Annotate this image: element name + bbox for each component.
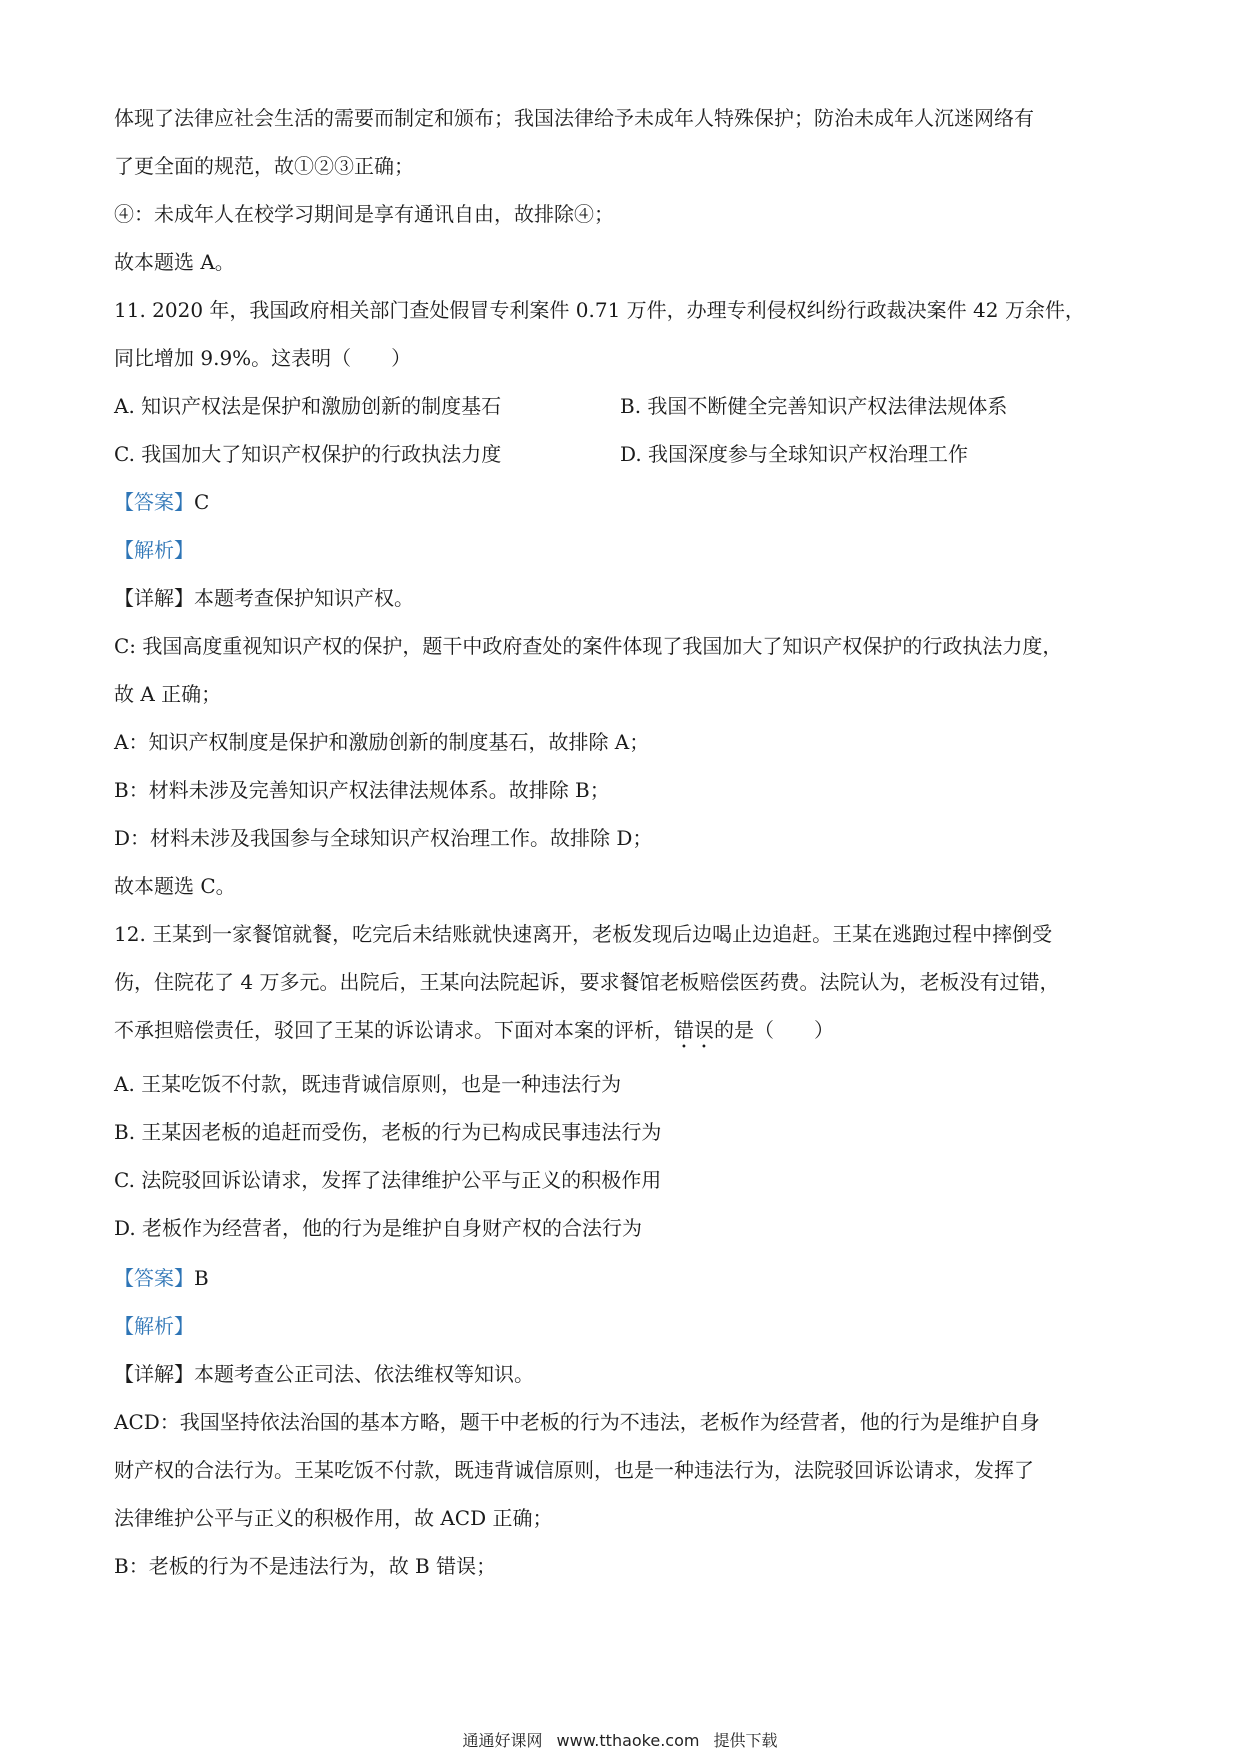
question-12-stem: 12. 王某到一家餐馆就餐，吃完后未结账就快速离开，老板发现后边喝止边追赶。王某在逃跑过程中摔倒受 xyxy=(114,922,1053,946)
paragraph-line: ④：未成年人在校学习期间是享有通讯自由，故排除④； xyxy=(114,202,614,226)
question-12-option-b: B. 王某因老板的追赶而受伤，老板的行为已构成民事违法行为 xyxy=(114,1120,662,1144)
question-12-option-d: D. 老板作为经营者，他的行为是维护自身财产权的合法行为 xyxy=(114,1216,643,1240)
question-11-detail: 【详解】本题考查保护知识产权。 xyxy=(114,586,414,610)
question-11-detail: A：知识产权制度是保护和激励创新的制度基石，故排除 A； xyxy=(114,730,650,754)
question-12-detail: 财产权的合法行为。王某吃饭不付款，既违背诚信原则，也是一种违法行为，法院驳回诉讼请求，发挥了 xyxy=(114,1458,1034,1482)
question-11-detail: B：材料未涉及完善知识产权法律法规体系。故排除 B； xyxy=(114,778,610,802)
question-11-option-d: D. 我国深度参与全球知识产权治理工作 xyxy=(620,442,969,466)
stem-text: 不承担赔偿责任，驳回了王某的诉讼请求。下面对本案的评析， xyxy=(114,1018,674,1042)
question-11-detail: C: 我国高度重视知识产权的保护，题干中政府查处的案件体现了我国加大了知识产权保护的行政执法力度， xyxy=(114,634,1063,658)
question-12-analysis-tag: 【解析】 xyxy=(114,1314,194,1338)
answer-tag: 【答案】 xyxy=(114,1266,194,1290)
question-12-detail: ACD：我国坚持依法治国的基本方略，题干中老板的行为不违法，老板作为经营者，他的行为是维护自身 xyxy=(114,1410,1040,1434)
question-11-answer xyxy=(114,488,209,516)
question-11-analysis-tag: 【解析】 xyxy=(114,538,194,562)
question-11-stem: 同比增加 9.9%。这表明（ ） xyxy=(114,346,412,370)
question-11-option-a: A. 知识产权法是保护和激励创新的制度基石 xyxy=(114,394,502,418)
answer-value: B xyxy=(194,1266,209,1290)
question-12-stem xyxy=(114,1016,834,1053)
question-11-stem: 11. 2020 年，我国政府相关部门查处假冒专利案件 0.71 万件，办理专利侵权纠纷行政裁决案件 42 万余件， xyxy=(114,298,1085,322)
page-footer xyxy=(0,1728,1240,1751)
paragraph-line: 体现了法律应社会生活的需要而制定和颁布；我国法律给予未成年人特殊保护；防治未成年人沉迷网络有 xyxy=(114,106,1034,130)
paragraph-line: 故本题选 A。 xyxy=(114,250,235,274)
question-12-option-c: C. 法院驳回诉讼请求，发挥了法律维护公平与正义的积极作用 xyxy=(114,1168,662,1192)
question-12-answer xyxy=(114,1264,209,1292)
emphasized-word: 错误 xyxy=(674,1018,714,1042)
question-11-detail: 故本题选 C。 xyxy=(114,874,236,898)
question-12-detail: 【详解】本题考查公正司法、依法维权等知识。 xyxy=(114,1362,534,1386)
question-12-option-a: A. 王某吃饭不付款，既违背诚信原则，也是一种违法行为 xyxy=(114,1072,622,1096)
answer-value: C xyxy=(194,490,210,514)
stem-text: 的是（ ） xyxy=(714,1018,834,1042)
question-12-detail: B：老板的行为不是违法行为，故 B 错误； xyxy=(114,1554,497,1578)
footer-url[interactable]: www.tthaoke.com xyxy=(556,1731,700,1750)
footer-note: 提供下载 xyxy=(713,1731,778,1750)
question-12-stem: 伤，住院花了 4 万多元。出院后，王某向法院起诉，要求餐馆老板赔偿医药费。法院认为，老板没有过错， xyxy=(114,970,1060,994)
footer-site-name: 通通好课网 xyxy=(462,1731,543,1750)
question-11-option-c: C. 我国加大了知识产权保护的行政执法力度 xyxy=(114,442,502,466)
question-11-detail: 故 A 正确； xyxy=(114,682,222,706)
paragraph-line: 了更全面的规范，故①②③正确； xyxy=(114,154,414,178)
question-12-detail: 法律维护公平与正义的积极作用，故 ACD 正确； xyxy=(114,1506,553,1530)
question-11-option-b: B. 我国不断健全完善知识产权法律法规体系 xyxy=(620,394,1008,418)
question-11-detail: D：材料未涉及我国参与全球知识产权治理工作。故排除 D； xyxy=(114,826,653,850)
answer-tag: 【答案】 xyxy=(114,490,194,514)
